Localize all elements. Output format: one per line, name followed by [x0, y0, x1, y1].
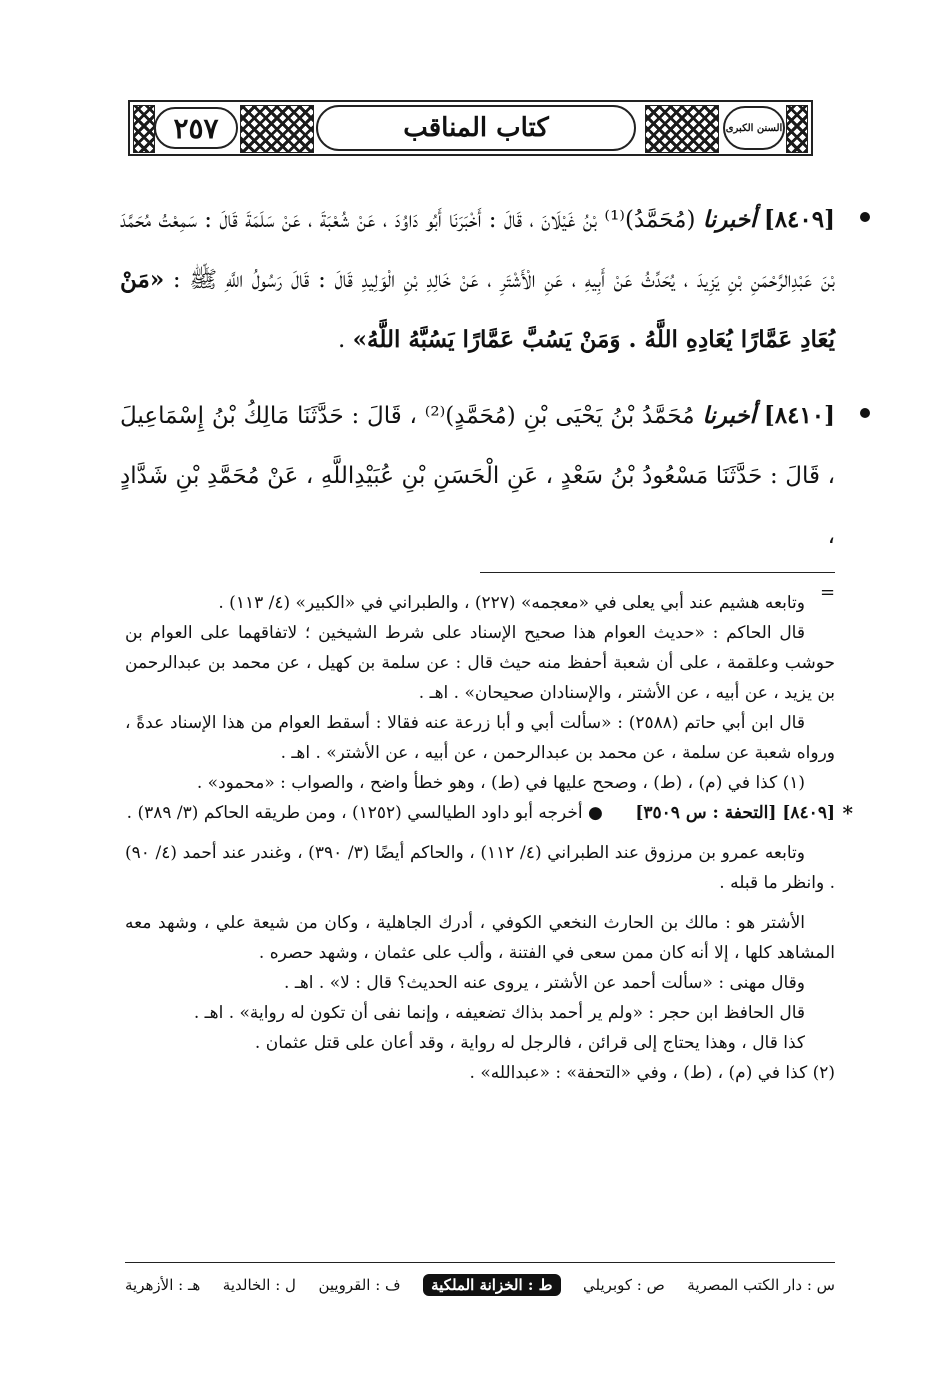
- book-title: كتاب المناقب: [316, 105, 636, 151]
- hadith-matn: «مَنْ يُعَادِ عَمَّارًا يُعَادِهِ اللَّهُ . وَمَنْ يَسُبَّ عَمَّارًا يَسُبَّهُ اللَّهُ»: [120, 266, 835, 353]
- note-paragraph: وتابعه عمرو بن مرزوق عند الطبراني (٤/ ١١٢) ، والحاكم أيضًا (٣/ ٣٩٠) ، وغندر عند أحمد (٤/ ٩٠) . وانظر ما قبله .: [125, 843, 835, 893]
- hadith-number: [٨٤٠٩]: [763, 206, 836, 233]
- hadith-line: الْأَشْتَرِ ، عَنْ خَالِدِ بْنِ الْوَلِيدِ قَالَ : قَالَ رَسُولُ اللَّهِ ﷺ :: [172, 267, 536, 293]
- hadith-number: [٨٤١٠]: [763, 402, 836, 429]
- manuscript-ta: ط : الخزانة الملكية: [423, 1274, 560, 1296]
- star-icon: *: [842, 801, 853, 825]
- manuscript-fa: ف : القرويين: [318, 1276, 401, 1294]
- hadith-line: مُحَمَّدُ بْنُ يَحْيَى بْنِ (مُحَمَّدٍ)⁽²⁾ ، قَالَ : حَدَّثَنَا مَالِكُ بْنُ إِسْمَاعِيلَ ،: [120, 403, 836, 489]
- manuscript-s: س : دار الكتب المصرية: [687, 1276, 835, 1294]
- akhbarana-word: أخبرنا: [702, 402, 757, 429]
- bullet-icon: ●: [588, 803, 603, 823]
- page-number: ٢٥٧: [154, 107, 238, 149]
- note-paragraph: قال الحافظ ابن حجر : «ولم ير أحمد بذاك تضعيفه ، وإنما نفى أن تكون له رواية» . اهـ .: [193, 1003, 805, 1023]
- header-ornament-left: [133, 105, 155, 153]
- hadith-8410: [120, 386, 835, 566]
- note-paragraph: الأشتر هو : مالك بن الحارث النخعي الكوفي ، أدرك الجاهلية ، وكان من شيعة علي ، وشهد معه المشاهد كلها ، إلا أنه كان ممن سعى في الفتنة ، وألب على عثمان ، وشهد حصره .: [125, 913, 835, 963]
- takhrij-entry: [125, 798, 853, 828]
- footnote-2: (٢) كذا في (م) ، (ط) ، وفي «التحفة» : «عبدالله» .: [469, 1063, 835, 1083]
- takhrij-reference: [٨٤٠٩] [التحفة : س ٣٥٠٩]: [635, 803, 835, 823]
- akhbarana-word: أخبرنا: [702, 206, 757, 233]
- header-ornament-right: [786, 105, 808, 153]
- manuscript-key: [125, 1268, 835, 1302]
- hadith-line: قَالَ : حَدَّثَنَا مَسْعُودُ بْنُ سَعْدٍ ، عَنِ الْحَسَنِ بْنِ عُبَيْدِاللَّهِ ، عَنْ مُحَمَّدِ بْنِ شَدَّادٍ ،: [120, 463, 835, 549]
- manuscript-sad: ص : كوبريلي: [583, 1276, 665, 1294]
- footnote-separator: [480, 572, 835, 573]
- manuscript-lam: ل : الخالدية: [222, 1276, 296, 1294]
- bullet-icon: [860, 212, 870, 222]
- book-emblem: السنن الكبرى: [723, 106, 785, 150]
- main-text: [120, 190, 835, 566]
- footnote-1: (١) كذا في (م) ، (ط) ، وصحح عليها في (ط) ، وهو خطأ واضح ، والصواب : «محمود» .: [196, 773, 805, 793]
- note-paragraph: قال الحاكم : «حديث العوام هذا صحيح الإسناد على شرط الشيخين ؛ لاتفاقهما على العوام بن حوشب وعلقمة ، على أن شعبة أحفظ منه حيث قال : عن سلمة بن كهيل ، عن محمد بن عبدالرحمن بن يزيد ، عن أبيه ، عن الأشتر ، والإسنادان صحيحان» . اهـ .: [125, 623, 835, 703]
- hadith-end: .: [338, 327, 353, 353]
- hadith-line: سَلَمَةَ قَالَ : سَمِعْتُ مُحَمَّدَ بْنَ عَبْدِالرَّحْمَنِ بْنِ يَزِيدَ ، يُحَدِّثُ عَنْ أَبِيهِ ، عَنِ: [120, 207, 835, 293]
- continuation-mark: =: [820, 582, 836, 603]
- header-ornament-center-right: [645, 105, 719, 153]
- footnotes: [125, 588, 853, 1088]
- note-paragraph: كذا قال ، وهذا يحتاج إلى قرائن ، فالرجل له رواية ، وقد أعان على قتل عثمان .: [254, 1033, 805, 1053]
- header-ornament-center-left: [240, 105, 314, 153]
- note-paragraph: قال ابن أبي حاتم (٢٥٨٨) : «سألت أبي و أبا زرعة عنه فقالا : أسقط العوام من هذا الإسناد عدةً ، ورواه شعبة عن سلمة ، عن محمد بن عبدالرحمن ، عن أبيه ، عن الأشتر» . اهـ .: [125, 713, 835, 763]
- bullet-icon: [860, 408, 870, 418]
- hadith-8409: [120, 190, 835, 370]
- hadith-line: (مُحَمَّدُ)⁽¹⁾ بْنُ غَيْلَانَ ، قَالَ : أَخْبَرَنَا أَبُو دَاوُدَ ، عَنْ شُعْبَةَ ، عَنْ: [281, 207, 696, 233]
- footer-rule: [125, 1262, 835, 1263]
- note-paragraph: وتابعه هشيم عند أبي يعلى في «معجمه» (٢٢٧) ، والطبراني في «الكبير» (٤/ ١١٣) .: [218, 593, 805, 613]
- note-paragraph: وقال مهنى : «سألت أحمد عن الأشتر ، يروى عنه الحديث؟ قال : لا» . اهـ .: [284, 973, 805, 993]
- manuscript-ha: هـ : الأزهرية: [125, 1276, 201, 1294]
- page-header: [128, 100, 813, 156]
- takhrij-text: أخرجه أبو داود الطيالسي (١٢٥٢) ، ومن طريقه الحاكم (٣/ ٣٨٩) .: [126, 803, 583, 823]
